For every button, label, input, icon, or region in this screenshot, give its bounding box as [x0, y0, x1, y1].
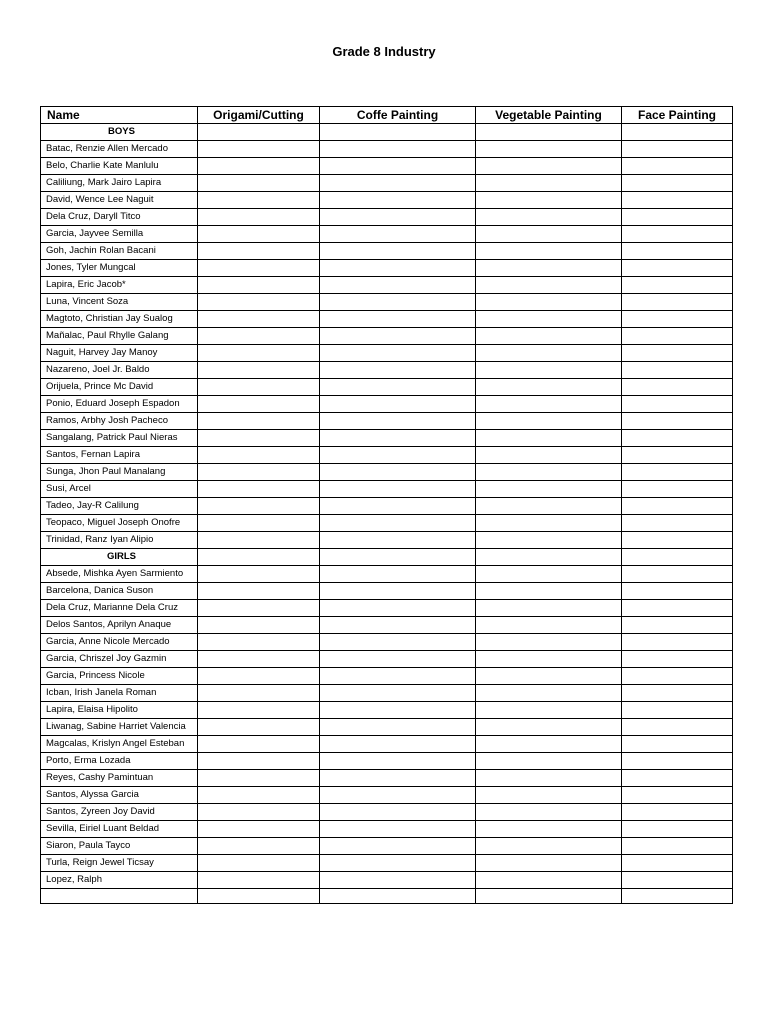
cell-face-painting: [622, 515, 733, 532]
student-name: Sunga, Jhon Paul Manalang: [41, 464, 198, 481]
table-row: [41, 328, 733, 345]
cell-coffe-painting: [320, 889, 476, 904]
cell-origami-cutting: [198, 872, 320, 889]
cell-origami-cutting: [198, 498, 320, 515]
cell-origami-cutting: [198, 311, 320, 328]
cell-origami-cutting: [198, 243, 320, 260]
cell-vegetable-painting: [476, 243, 622, 260]
student-name: Naguit, Harvey Jay Manoy: [41, 345, 198, 362]
cell-coffe-painting: [320, 464, 476, 481]
cell-vegetable-painting: [476, 804, 622, 821]
roster-body: [41, 124, 733, 904]
cell-vegetable-painting: [476, 753, 622, 770]
cell-face-painting: [622, 889, 733, 904]
cell-origami-cutting: [198, 855, 320, 872]
cell-face-painting: [622, 311, 733, 328]
cell-coffe-painting: [320, 362, 476, 379]
table-row: [41, 583, 733, 600]
cell-coffe-painting: [320, 736, 476, 753]
table-row: [41, 430, 733, 447]
cell-origami-cutting: [198, 719, 320, 736]
table-row: [41, 498, 733, 515]
cell-coffe-painting: [320, 481, 476, 498]
cell-coffe-painting: [320, 549, 476, 566]
table-row: [41, 141, 733, 158]
cell-face-painting: [622, 549, 733, 566]
cell-vegetable-painting: [476, 532, 622, 549]
cell-origami-cutting: [198, 549, 320, 566]
cell-origami-cutting: [198, 345, 320, 362]
cell-origami-cutting: [198, 821, 320, 838]
cell-face-painting: [622, 396, 733, 413]
cell-face-painting: [622, 464, 733, 481]
table-row: [41, 566, 733, 583]
cell-origami-cutting: [198, 260, 320, 277]
cell-coffe-painting: [320, 770, 476, 787]
cell-vegetable-painting: [476, 396, 622, 413]
cell-face-painting: [622, 243, 733, 260]
table-row: [41, 600, 733, 617]
cell-coffe-painting: [320, 532, 476, 549]
table-row: [41, 226, 733, 243]
cell-coffe-painting: [320, 277, 476, 294]
student-name: Delos Santos, Aprilyn Anaque: [41, 617, 198, 634]
cell-origami-cutting: [198, 192, 320, 209]
cell-vegetable-painting: [476, 158, 622, 175]
cell-origami-cutting: [198, 515, 320, 532]
cell-face-painting: [622, 855, 733, 872]
cell-origami-cutting: [198, 600, 320, 617]
cell-vegetable-painting: [476, 719, 622, 736]
student-name: Sevilla, Eiriel Luant Beldad: [41, 821, 198, 838]
cell-face-painting: [622, 481, 733, 498]
cell-face-painting: [622, 277, 733, 294]
student-name: Lopez, Ralph: [41, 872, 198, 889]
student-name: Nazareno, Joel Jr. Baldo: [41, 362, 198, 379]
cell-origami-cutting: [198, 583, 320, 600]
cell-face-painting: [622, 634, 733, 651]
cell-coffe-painting: [320, 515, 476, 532]
student-name: Batac, Renzie Allen Mercado: [41, 141, 198, 158]
table-row: [41, 345, 733, 362]
table-row: [41, 209, 733, 226]
student-name: David, Wence Lee Naguit: [41, 192, 198, 209]
cell-face-painting: [622, 175, 733, 192]
cell-origami-cutting: [198, 328, 320, 345]
cell-origami-cutting: [198, 702, 320, 719]
column-header-origami-cutting: Origami/Cutting: [198, 107, 320, 124]
cell-face-painting: [622, 617, 733, 634]
cell-vegetable-painting: [476, 821, 622, 838]
student-name: Siaron, Paula Tayco: [41, 838, 198, 855]
cell-origami-cutting: [198, 277, 320, 294]
cell-coffe-painting: [320, 600, 476, 617]
table-row: [41, 787, 733, 804]
cell-vegetable-painting: [476, 702, 622, 719]
cell-face-painting: [622, 685, 733, 702]
cell-vegetable-painting: [476, 668, 622, 685]
cell-vegetable-painting: [476, 379, 622, 396]
cell-origami-cutting: [198, 464, 320, 481]
student-name: Turla, Reign Jewel Ticsay: [41, 855, 198, 872]
student-name: Susi, Arcel: [41, 481, 198, 498]
cell-origami-cutting: [198, 209, 320, 226]
student-name: Teopaco, Miguel Joseph Onofre: [41, 515, 198, 532]
cell-vegetable-painting: [476, 787, 622, 804]
table-row: [41, 175, 733, 192]
cell-origami-cutting: [198, 447, 320, 464]
cell-origami-cutting: [198, 736, 320, 753]
cell-face-painting: [622, 838, 733, 855]
cell-face-painting: [622, 668, 733, 685]
student-name: Magcalas, Krislyn Angel Esteban: [41, 736, 198, 753]
student-name: Magtoto, Christian Jay Sualog: [41, 311, 198, 328]
cell-coffe-painting: [320, 430, 476, 447]
cell-coffe-painting: [320, 379, 476, 396]
cell-vegetable-painting: [476, 362, 622, 379]
cell-origami-cutting: [198, 379, 320, 396]
cell-coffe-painting: [320, 719, 476, 736]
cell-coffe-painting: [320, 226, 476, 243]
table-row: [41, 192, 733, 209]
cell-face-painting: [622, 209, 733, 226]
cell-coffe-painting: [320, 566, 476, 583]
student-name: Ponio, Eduard Joseph Espadon: [41, 396, 198, 413]
table-row: [41, 158, 733, 175]
cell-coffe-painting: [320, 685, 476, 702]
cell-coffe-painting: [320, 124, 476, 141]
student-name: Icban, Irish Janela Roman: [41, 685, 198, 702]
table-row: [41, 668, 733, 685]
cell-origami-cutting: [198, 481, 320, 498]
student-name: Liwanag, Sabine Harriet Valencia: [41, 719, 198, 736]
student-name: Garcia, Chriszel Joy Gazmin: [41, 651, 198, 668]
cell-vegetable-painting: [476, 260, 622, 277]
cell-face-painting: [622, 532, 733, 549]
cell-origami-cutting: [198, 770, 320, 787]
cell-origami-cutting: [198, 753, 320, 770]
cell-origami-cutting: [198, 175, 320, 192]
cell-coffe-painting: [320, 396, 476, 413]
student-name: Luna, Vincent Soza: [41, 294, 198, 311]
cell-face-painting: [622, 124, 733, 141]
student-name: Belo, Charlie Kate Manlulu: [41, 158, 198, 175]
column-header-coffe-painting: Coffe Painting: [320, 107, 476, 124]
cell-origami-cutting: [198, 396, 320, 413]
table-row: [41, 532, 733, 549]
cell-origami-cutting: [198, 787, 320, 804]
cell-face-painting: [622, 600, 733, 617]
cell-vegetable-painting: [476, 685, 622, 702]
student-name: Jones, Tyler Mungcal: [41, 260, 198, 277]
girls-section-header-label: GIRLS: [41, 549, 198, 566]
cell-face-painting: [622, 362, 733, 379]
student-name: Sangalang, Patrick Paul Nieras: [41, 430, 198, 447]
cell-origami-cutting: [198, 532, 320, 549]
cell-origami-cutting: [198, 634, 320, 651]
table-row: [41, 736, 733, 753]
cell-vegetable-painting: [476, 549, 622, 566]
table-row: [41, 804, 733, 821]
cell-origami-cutting: [198, 430, 320, 447]
cell-coffe-painting: [320, 260, 476, 277]
boys-section-header-label: BOYS: [41, 124, 198, 141]
cell-coffe-painting: [320, 583, 476, 600]
cell-coffe-painting: [320, 413, 476, 430]
student-name: Santos, Zyreen Joy David: [41, 804, 198, 821]
cell-vegetable-painting: [476, 328, 622, 345]
cell-face-painting: [622, 651, 733, 668]
student-name: Barcelona, Danica Suson: [41, 583, 198, 600]
cell-vegetable-painting: [476, 872, 622, 889]
cell-coffe-painting: [320, 311, 476, 328]
cell-vegetable-painting: [476, 651, 622, 668]
cell-origami-cutting: [198, 124, 320, 141]
cell-coffe-painting: [320, 668, 476, 685]
cell-coffe-painting: [320, 872, 476, 889]
cell-face-painting: [622, 158, 733, 175]
cell-coffe-painting: [320, 141, 476, 158]
cell-coffe-painting: [320, 209, 476, 226]
cell-origami-cutting: [198, 141, 320, 158]
cell-origami-cutting: [198, 294, 320, 311]
student-name: Lapira, Elaisa Hipolito: [41, 702, 198, 719]
table-row: [41, 515, 733, 532]
cell-vegetable-painting: [476, 447, 622, 464]
column-header-face-painting: Face Painting: [622, 107, 733, 124]
boys-section-header: [41, 124, 733, 141]
cell-vegetable-painting: [476, 209, 622, 226]
cell-vegetable-painting: [476, 838, 622, 855]
cell-vegetable-painting: [476, 124, 622, 141]
cell-coffe-painting: [320, 838, 476, 855]
table-row: [41, 362, 733, 379]
table-row: [41, 719, 733, 736]
column-header-vegetable-painting: Vegetable Painting: [476, 107, 622, 124]
cell-face-painting: [622, 345, 733, 362]
cell-vegetable-painting: [476, 294, 622, 311]
cell-face-painting: [622, 430, 733, 447]
table-row: [41, 311, 733, 328]
cell-name-empty: [41, 889, 198, 904]
cell-coffe-painting: [320, 447, 476, 464]
cell-coffe-painting: [320, 634, 476, 651]
table-row: [41, 838, 733, 855]
cell-vegetable-painting: [476, 889, 622, 904]
cell-origami-cutting: [198, 685, 320, 702]
cell-coffe-painting: [320, 787, 476, 804]
cell-coffe-painting: [320, 855, 476, 872]
cell-face-painting: [622, 787, 733, 804]
student-name: Dela Cruz, Daryll Titco: [41, 209, 198, 226]
cell-origami-cutting: [198, 566, 320, 583]
page-title: Grade 8 Industry: [332, 44, 436, 59]
cell-coffe-painting: [320, 175, 476, 192]
cell-origami-cutting: [198, 158, 320, 175]
cell-face-painting: [622, 872, 733, 889]
cell-face-painting: [622, 804, 733, 821]
student-name: Garcia, Jayvee Semilla: [41, 226, 198, 243]
cell-face-painting: [622, 702, 733, 719]
cell-origami-cutting: [198, 226, 320, 243]
student-name: Porto, Erma Lozada: [41, 753, 198, 770]
student-name: Goh, Jachin Rolan Bacani: [41, 243, 198, 260]
table-row: [41, 481, 733, 498]
cell-vegetable-painting: [476, 345, 622, 362]
cell-coffe-painting: [320, 753, 476, 770]
cell-coffe-painting: [320, 821, 476, 838]
table-row: [41, 396, 733, 413]
student-name: Ramos, Arbhy Josh Pacheco: [41, 413, 198, 430]
cell-vegetable-painting: [476, 277, 622, 294]
cell-coffe-painting: [320, 243, 476, 260]
table-row: [41, 379, 733, 396]
cell-face-painting: [622, 192, 733, 209]
cell-vegetable-painting: [476, 600, 622, 617]
table-row: [41, 872, 733, 889]
cell-origami-cutting: [198, 804, 320, 821]
table-row: [41, 634, 733, 651]
table-row: [41, 685, 733, 702]
cell-coffe-painting: [320, 651, 476, 668]
cell-vegetable-painting: [476, 464, 622, 481]
cell-face-painting: [622, 413, 733, 430]
table-row: [41, 464, 733, 481]
student-name: Absede, Mishka Ayen Sarmiento: [41, 566, 198, 583]
girls-section-header: [41, 549, 733, 566]
header-row: [41, 107, 733, 124]
cell-vegetable-painting: [476, 226, 622, 243]
cell-vegetable-painting: [476, 481, 622, 498]
cell-face-painting: [622, 719, 733, 736]
student-name: Orijuela, Prince Mc David: [41, 379, 198, 396]
student-name: Santos, Alyssa Garcia: [41, 787, 198, 804]
cell-origami-cutting: [198, 889, 320, 904]
student-name: Mañalac, Paul Rhylle Galang: [41, 328, 198, 345]
cell-face-painting: [622, 447, 733, 464]
cell-origami-cutting: [198, 413, 320, 430]
table-row: [41, 753, 733, 770]
activity-roster-table: [40, 106, 733, 904]
cell-coffe-painting: [320, 702, 476, 719]
cell-face-painting: [622, 294, 733, 311]
cell-vegetable-painting: [476, 413, 622, 430]
student-name: Tadeo, Jay-R Calilung: [41, 498, 198, 515]
table-row: [41, 413, 733, 430]
cell-origami-cutting: [198, 668, 320, 685]
cell-face-painting: [622, 141, 733, 158]
cell-face-painting: [622, 753, 733, 770]
cell-face-painting: [622, 328, 733, 345]
cell-vegetable-painting: [476, 736, 622, 753]
table-row: [41, 277, 733, 294]
cell-vegetable-painting: [476, 311, 622, 328]
cell-vegetable-painting: [476, 583, 622, 600]
cell-coffe-painting: [320, 804, 476, 821]
table-row: [41, 260, 733, 277]
cell-origami-cutting: [198, 838, 320, 855]
cell-face-painting: [622, 260, 733, 277]
column-header-name: Name: [41, 107, 198, 124]
cell-coffe-painting: [320, 158, 476, 175]
cell-face-painting: [622, 770, 733, 787]
table-row: [41, 447, 733, 464]
student-name: Dela Cruz, Marianne Dela Cruz: [41, 600, 198, 617]
cell-coffe-painting: [320, 192, 476, 209]
student-name: Santos, Fernan Lapira: [41, 447, 198, 464]
cell-origami-cutting: [198, 617, 320, 634]
cell-vegetable-painting: [476, 192, 622, 209]
cell-vegetable-painting: [476, 566, 622, 583]
table-row: [41, 651, 733, 668]
cell-coffe-painting: [320, 294, 476, 311]
cell-origami-cutting: [198, 362, 320, 379]
student-name: Reyes, Cashy Pamintuan: [41, 770, 198, 787]
cell-vegetable-painting: [476, 175, 622, 192]
table-row: [41, 770, 733, 787]
cell-face-painting: [622, 498, 733, 515]
cell-vegetable-painting: [476, 634, 622, 651]
student-name: Trinidad, Ranz Iyan Alipio: [41, 532, 198, 549]
table-row: [41, 855, 733, 872]
cell-coffe-painting: [320, 617, 476, 634]
cell-vegetable-painting: [476, 498, 622, 515]
cell-origami-cutting: [198, 651, 320, 668]
cell-vegetable-painting: [476, 855, 622, 872]
student-name: Lapira, Eric Jacob*: [41, 277, 198, 294]
cell-face-painting: [622, 583, 733, 600]
cell-face-painting: [622, 379, 733, 396]
student-name: Caliliung, Mark Jairo Lapira: [41, 175, 198, 192]
cell-vegetable-painting: [476, 430, 622, 447]
table-row: [41, 617, 733, 634]
cell-face-painting: [622, 821, 733, 838]
table-row: [41, 702, 733, 719]
cell-face-painting: [622, 226, 733, 243]
cell-coffe-painting: [320, 345, 476, 362]
cell-vegetable-painting: [476, 617, 622, 634]
table-row: [41, 243, 733, 260]
student-name: Garcia, Anne Nicole Mercado: [41, 634, 198, 651]
cell-coffe-painting: [320, 498, 476, 515]
table-row: [41, 821, 733, 838]
cell-face-painting: [622, 566, 733, 583]
student-name: Garcia, Princess Nicole: [41, 668, 198, 685]
cell-face-painting: [622, 736, 733, 753]
cell-vegetable-painting: [476, 770, 622, 787]
cell-coffe-painting: [320, 328, 476, 345]
cell-vegetable-painting: [476, 515, 622, 532]
table-row: [41, 294, 733, 311]
empty-row: [41, 889, 733, 904]
cell-vegetable-painting: [476, 141, 622, 158]
